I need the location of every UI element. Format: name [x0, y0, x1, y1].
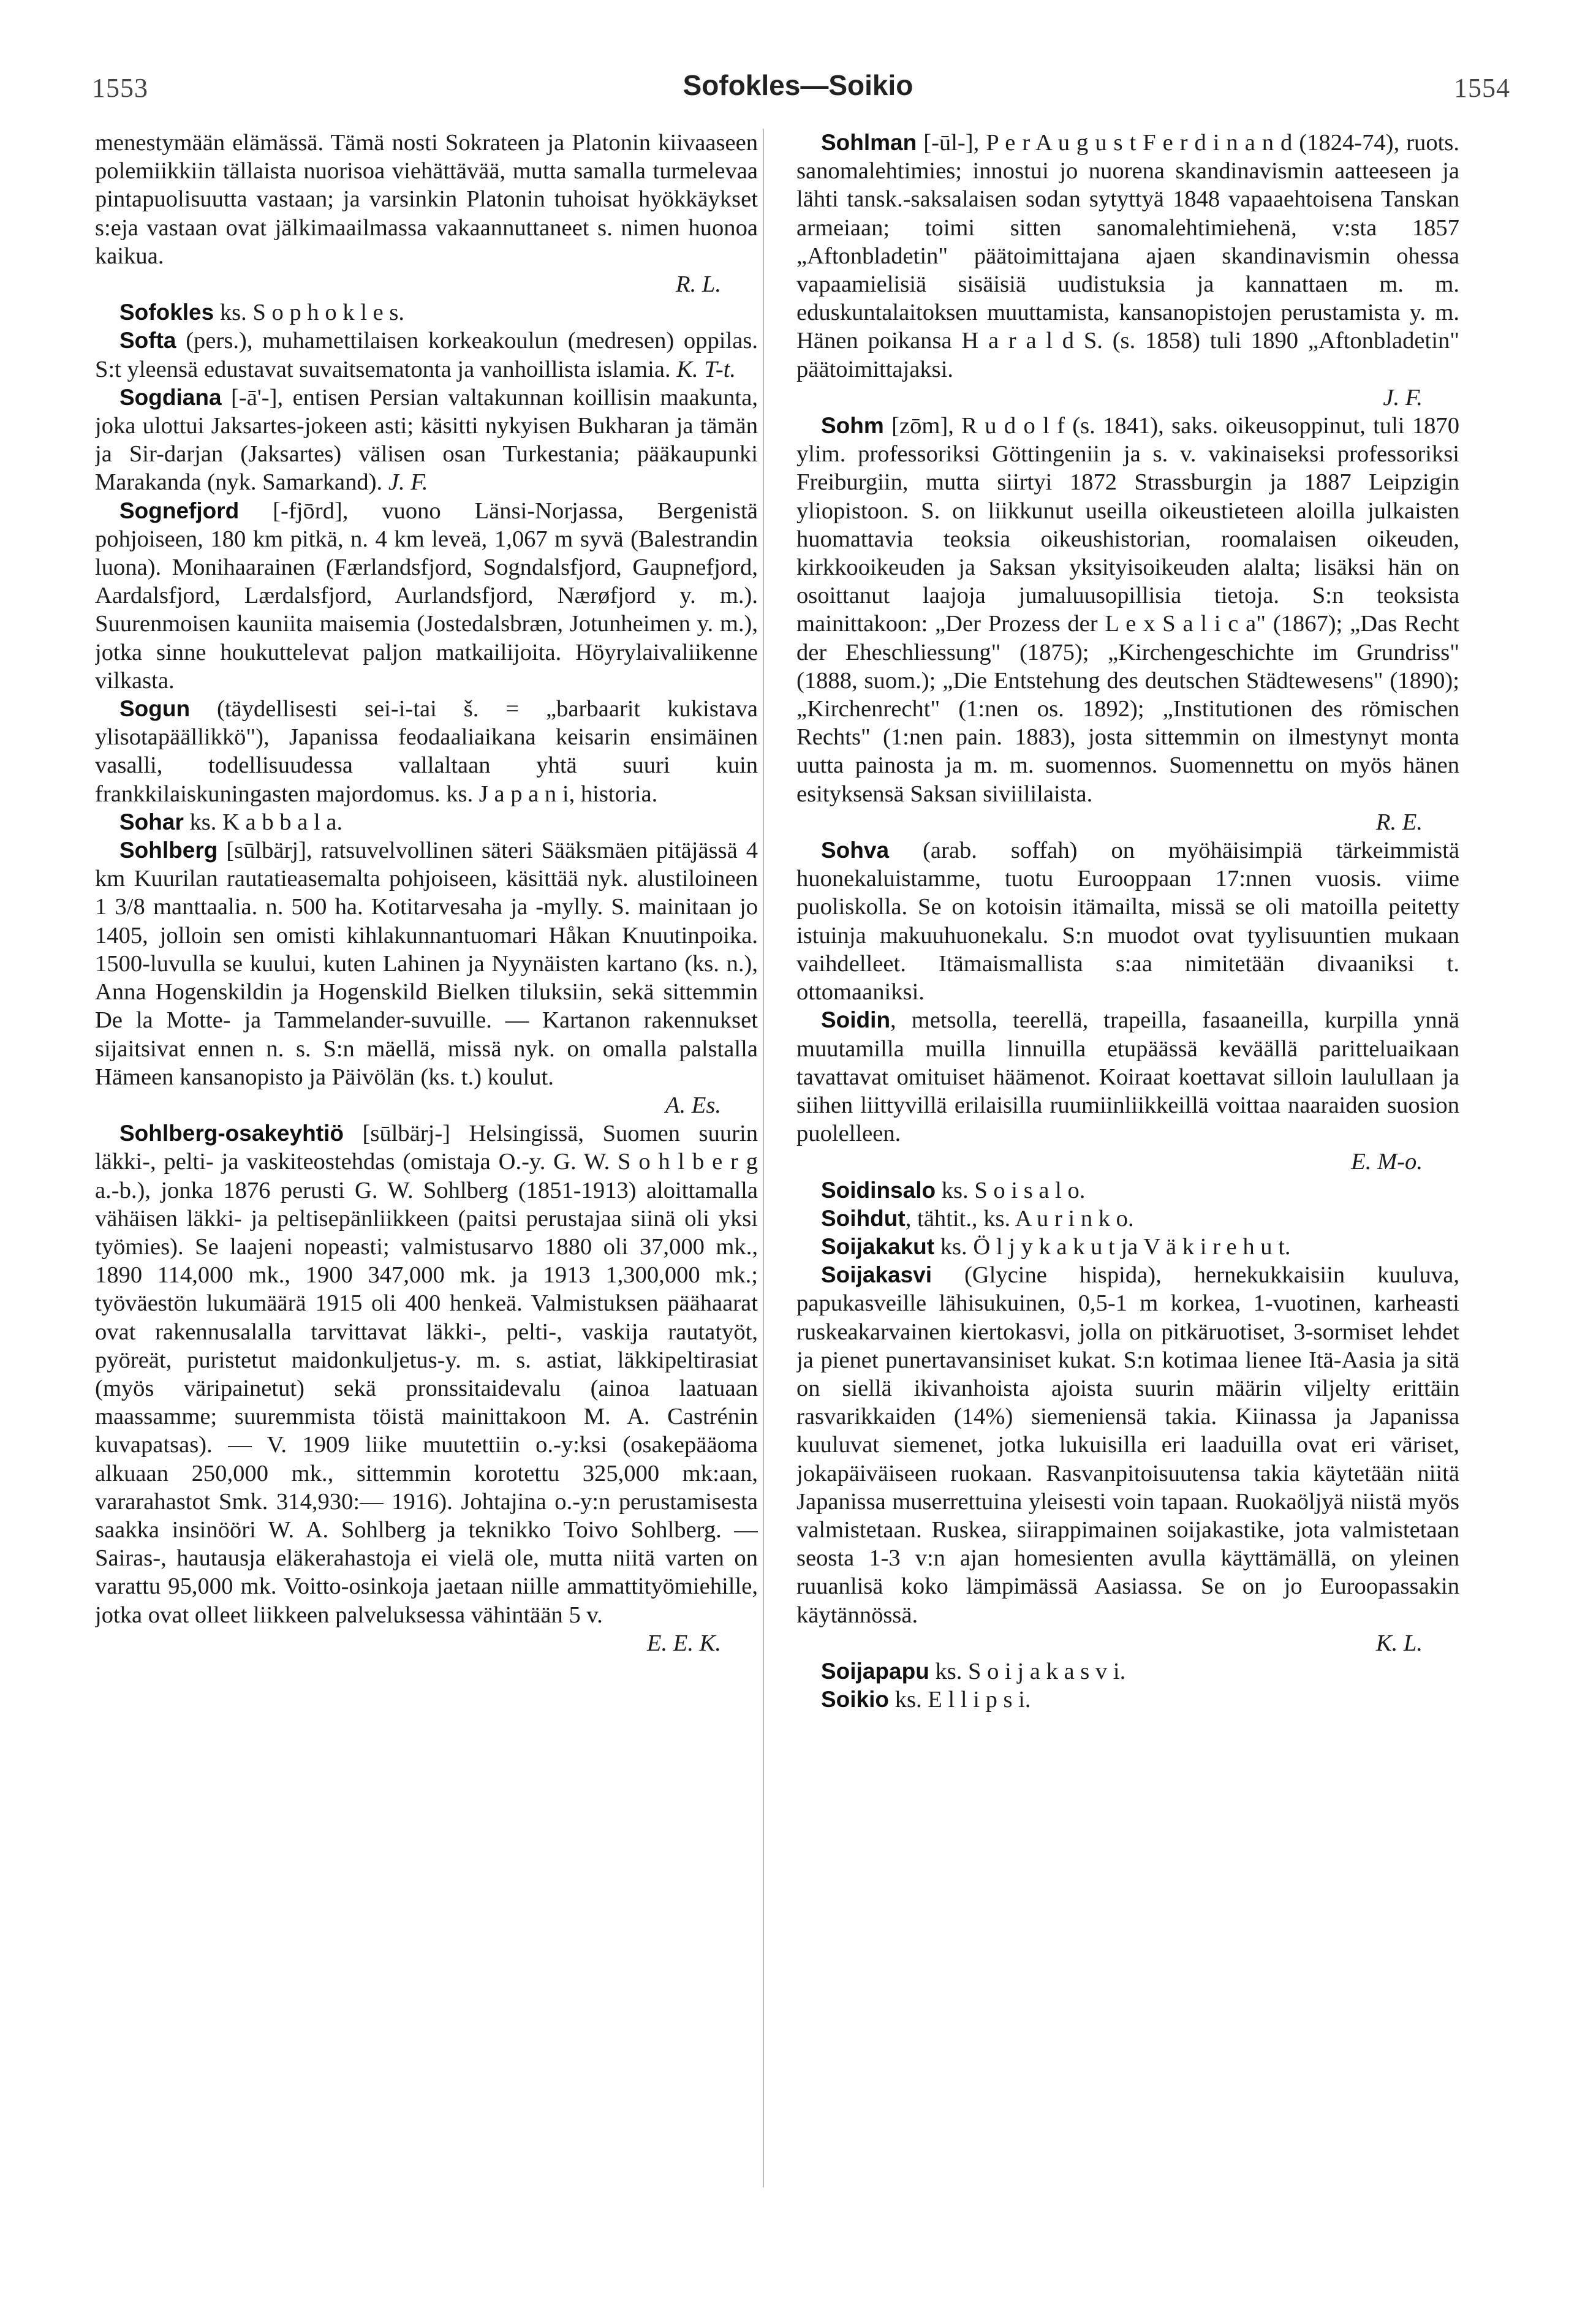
- entry-signature: K. T-t.: [676, 356, 736, 382]
- entry-sohlman: [796, 129, 1459, 384]
- entry-text: (arab. soffah) on myöhäisimpiä tärkeimmistä huonekaluistamme, tuotu Eurooppaan 17:nnen vuosis. viime puoliskolla. Se on kotoisin itämailta, missä se oli matoilla peitetty istuinja makuuhuonekalu. S:n muodot ovat tyylisuuntien mukaan vaihdelleet. Itämaismallista s:aa nimitetään divaaniksi t. ottomaaniksi.: [796, 838, 1459, 1005]
- entry-text: ks. E l l i p s i.: [889, 1687, 1031, 1713]
- running-title: Sofokles—Soikio: [683, 69, 913, 101]
- entry-soidin: [796, 1006, 1459, 1148]
- column-divider: [763, 129, 764, 2187]
- headword: Soidinsalo: [821, 1177, 936, 1203]
- entry-text: [-ūl-], P e r A u g u s t F e r d i n a n d (1824-74), ruots. sanomalehtimies; innostui jo nuorena skandinavismin aatteeseen ja lähti tansk.-saksalaisen sodan sytyttyä 1848 vapaaehtoisena Tanskan armeiaan; toimi sitten sanomalehtimiehenä, v:sta 1857 „Aftonbladetin" päätoimittajana ajaen skandinavismin ohessa vapaamielisiä sisäisiä uudistuksia ja kannattaen m. m. eduskuntalaitoksen muuttamista, kansanopistojen perustamista y. m. Hänen poikansa H a r a l d S. (s. 1858) tuli 1890 „Aftonbladetin" päätoimittajaksi.: [796, 130, 1459, 382]
- entry-signature: J. F.: [1383, 384, 1423, 411]
- entry-soijakasvi: [796, 1261, 1459, 1629]
- headword: Soijakasvi: [821, 1262, 932, 1288]
- headword: Sogdiana: [119, 384, 222, 410]
- entry-text: (pers.), muhamettilaisen korkeakoulun (medresen) oppilas. S:t yleensä edustavat suvaitsematonta ja vanhoillista islamia.: [95, 328, 758, 382]
- right-column: [796, 129, 1459, 2261]
- entry-continuation: [95, 129, 758, 270]
- left-column: [95, 129, 758, 2261]
- entry-text: ks. Ö l j y k a k u t ja V ä k i r e h u t.: [934, 1233, 1291, 1260]
- entry-soidinsalo: [796, 1176, 1459, 1205]
- entry-sohlberg-osakeyhtio: [95, 1119, 758, 1629]
- entry-sohlberg: [95, 836, 758, 1091]
- headword: Sohar: [119, 809, 184, 835]
- entry-sogdiana: [95, 384, 758, 497]
- entry-text: ks. S o p h o k l e s.: [214, 300, 405, 326]
- entry-text: ks. S o i j a k a s v i.: [929, 1658, 1126, 1684]
- entry-soikio: [796, 1686, 1459, 1714]
- entry-text: menestymään elämässä. Tämä nosti Sokrateen ja Platonin kiivaaseen polemiikkiin tällaista nuorisoa viehättävää, mutta samalla turmelevaa pintapuolisuutta vastaan; ja varsinkin Platonin tuhoisat hyökkäykset s:eja vastaan ovat jälkimaailmassa vakaannuttaneet s. nimen huonoa kaikua.: [95, 130, 758, 269]
- entry-sohva: [796, 836, 1459, 1006]
- entry-signature: E. E. K.: [646, 1630, 721, 1656]
- headword: Soijapapu: [821, 1658, 929, 1684]
- entry-text: ks. K a b b a l a.: [183, 809, 343, 835]
- entry-text: (Glycine hispida), hernekukkaisiin kuuluva, papukasveille lähisukuinen, 0,5-1 m korkea, 1-vuotinen, karheasti ruskeakarvainen kiertokasvi, jolla on pitkäruotiset, 3-sormiset lehdet ja pienet punertavansiniset kukat. S:n kotimaa lienee Itä-Aasia ja sitä on siellä ikivanhoista ajoista suurin määrin viljelty erittäin rasvarikkaiden (14%) siemeniensä takia. Kiinassa ja Japanissa kuuluvat siemenet, jotka lukuisilla eri laaduilla ovat eri väriset, jokapäiväiseen ruokaan. Rasvanpitoisuutensa takia käytetään niitä Japanissa muserrettuina yleisesti voin tapaan. Ruokaöljyä niistä myös valmistetaan. Ruskea, siirappimainen soijakastike, jota valmistetaan seosta 1-3 v:n ajan homesienten avulla käyttämällä, on yleinen ruuanlisä koko lämpimässä Aasiassa. Se on jo Euroopassakin käytännössä.: [796, 1262, 1459, 1628]
- entry-signature: A. Es.: [665, 1092, 721, 1118]
- entry-sofokles: [95, 298, 758, 327]
- entry-signature: J. F.: [388, 469, 428, 496]
- headword: Sohva: [821, 838, 890, 863]
- headword: Sogun: [119, 696, 191, 722]
- entry-signature: R. L.: [676, 271, 721, 298]
- headword: Sofokles: [119, 300, 214, 325]
- left-page-number: 1553: [92, 73, 148, 103]
- entry-signature: E. M-o.: [1351, 1149, 1423, 1175]
- entry-text: , tähtit., ks. A u r i n k o.: [905, 1205, 1134, 1232]
- entry-signature: K. L.: [1375, 1630, 1423, 1656]
- entry-softa: [95, 327, 758, 383]
- headword: Sohm: [821, 413, 884, 439]
- page-header: [74, 69, 1522, 109]
- entry-signature: R. E.: [1375, 809, 1423, 835]
- entry-sognefjord: [95, 497, 758, 695]
- entry-text: [-fjōrd], vuono Länsi-Norjassa, Bergenistä pohjoiseen, 180 km pitkä, n. 4 km leveä, 1,067 m syvä (Balestrandin luona). Monihaarainen (Færlandsfjord, Sogndalsfjord, Gaupnefjord, Aardalsfjord, Lærdalsfjord, Aurlandsfjord, Nærøfjord y. m.). Suurenmoisen kauniita maisemia (Jostedalsbræn, Jotunheimen y. m.), jotka sinne houkuttelevat paljon matkailijoita. Höyrylaivaliikenne vilkasta.: [95, 498, 758, 694]
- headword: Soidin: [821, 1007, 891, 1033]
- entry-text: [-ā'-], entisen Persian valtakunnan koillisin maakunta, joka ulottui Jaksartes-jokeen asti; käsitti nykyisen Bukharan ja tämän ja Sir-darjan (Jaksartes) välisen osan Turkestania; pääkaupunki Marakanda (nyk. Samarkand).: [95, 384, 758, 496]
- entry-soijakakut: [796, 1233, 1459, 1261]
- headword: Sohlman: [821, 130, 917, 155]
- headword: Softa: [119, 328, 176, 354]
- headword: Soikio: [821, 1687, 890, 1713]
- entry-text: (täydellisesti sei-i-tai š. = „barbaarit kukistava ylisotapäällikkö"), Japanissa feodaaliaikana keisarin ensimäinen vasalli, todellisuudessa vallaltaan yhtä suuri kuin frankkilaiskuningasten majordomus. ks. J a p a n i, historia.: [95, 696, 758, 807]
- headword: Sohlberg: [119, 838, 218, 863]
- entry-soihdut: [796, 1205, 1459, 1233]
- entry-text: ks. S o i s a l o.: [936, 1177, 1086, 1203]
- entry-text: [zōm], R u d o l f (s. 1841), saks. oikeusoppinut, tuli 1870 ylim. professoriksi Göttingeniin ja s. v. vakinaiseksi professoriksi Freiburgiin, mutta siirtyi 1872 Strassburgin ja 1887 Leipzigin yliopistoon. S. on liikkunut useilla oikeustieteen aloilla julkaisten huomattavia teoksia oikeushistorian, roomalaisen oikeuden, kirkkooikeuden ja Saksan yksityisoikeuden alalta; lisäksi hän on osoittanut laajoja jumaluusopillisia tietoja. S:n teoksista mainittakoon: „Der Prozess der L e x S a l i c a" (1867); „Das Recht der Eheschliessung" (1875); „Kirchengeschichte im Grundriss" (1888, suom.); „Die Entstehung des deutschen Städtewesens" (1890); „Kirchenrecht" (1:nen os. 1892); „Institutionen des römischen Rechts" (1:nen pain. 1883), josta sittemmin on ilmestynyt monta uutta painosta ja m. m. suomennos. Suomennettu on myös hänen esityksensä Saksan siviililaista.: [796, 413, 1459, 807]
- headword: Sognefjord: [119, 498, 240, 523]
- entry-text: , metsolla, teerellä, trapeilla, fasaaneilla, kurpilla ynnä muutamilla muilla linnuilla etupäässä keväällä paritteluaikaan tavattavat omituiset häämenot. Koiraat koettavat silloin laulullaan ja siihen liittyvillä erilaisilla ruumiinliikkeillä voittaa naaraiden suosion puolelleen.: [796, 1007, 1459, 1147]
- right-page-number: 1554: [1454, 73, 1510, 103]
- entry-sohar: [95, 808, 758, 836]
- headword: Soihdut: [821, 1205, 906, 1231]
- entry-text: [sūlbärj], ratsuvelvollinen säteri Sääksmäen pitäjässä 4 km Kuurilan rautatieasemalta pohjoiseen, käsittää nyk. alustiloineen 1 3/8 manttaalia. n. 500 ha. Kotitarvesaha ja -mylly. S. mainitaan jo 1405, jolloin sen omisti kihlakunnantuomari Håkan Knuutinpoika. 1500-luvulla se kuului, kuten Lahinen ja Nyynäisten kartano (ks. n.), Anna Hogenskildin ja Hogenskild Bielken tiluksiin, sekä sittemmin De la Motte- ja Tammelander-suvuille. — Kartanon rakennukset sijaitsivat ennen n. s. S:n mäellä, missä nyk. on omalla palstalla Hämeen kansanopisto ja Päivölän (ks. t.) koulut.: [95, 838, 758, 1090]
- headword: Sohlberg-osakeyhtiö: [119, 1121, 344, 1146]
- entry-sohm: [796, 412, 1459, 808]
- entry-soijapapu: [796, 1657, 1459, 1686]
- entry-text: [sūlbärj-] Helsingissä, Suomen suurin läkki-, pelti- ja vaskiteostehdas (omistaja O.-y. G. W. S o h l b e r g a.-b.), jonka 1876 perusti G. W. Sohlberg (1851-1913) aloittamalla vähäisen läkki- ja peltisepänliikkeen (paitsi perustajaa siinä oli yksi työmies). Se laajeni nopeasti; valmistusarvo 1880 oli 37,000 mk., 1890 114,000 mk., 1900 347,000 mk. ja 1913 1,300,000 mk.; työväestön lukumäärä 1915 oli 400 henkeä. Valmistuksen päähaarat ovat rakennusalalla tarvittavat läkki-, pelti-, vaskija rautatyöt, pyöreät, puristetut maidonkuljetus-y. m. s. astiat, läkkipeltirasiat (myös väripainetut) sekä pronssitaidevalu (ainoa laatuaan maassamme; suuremmista töistä mainittakoon M. A. Castrénin kuvapatsas). — V. 1909 liike muutettiin o.-y:ksi (osakepääoma alkuaan 250,000 mk., sittemmin korotettu 325,000 mk:aan, vararahastot Smk. 314,930:— 1916). Johtajina o.-y:n perustamisesta saakka insinööri W. A. Sohlberg ja teknikko Toivo Sohlberg. — Sairas-, hautausja eläkerahastoja ei vielä ole, mutta niitä varten on varattu 95,000 mk. Voitto-osinkoja jaetaan niille ammattityömiehille, jotka ovat olleet liikkeen palveluksessa vähintään 5 v.: [95, 1121, 758, 1628]
- entry-sogun: [95, 695, 758, 808]
- headword: Soijakakut: [821, 1233, 935, 1259]
